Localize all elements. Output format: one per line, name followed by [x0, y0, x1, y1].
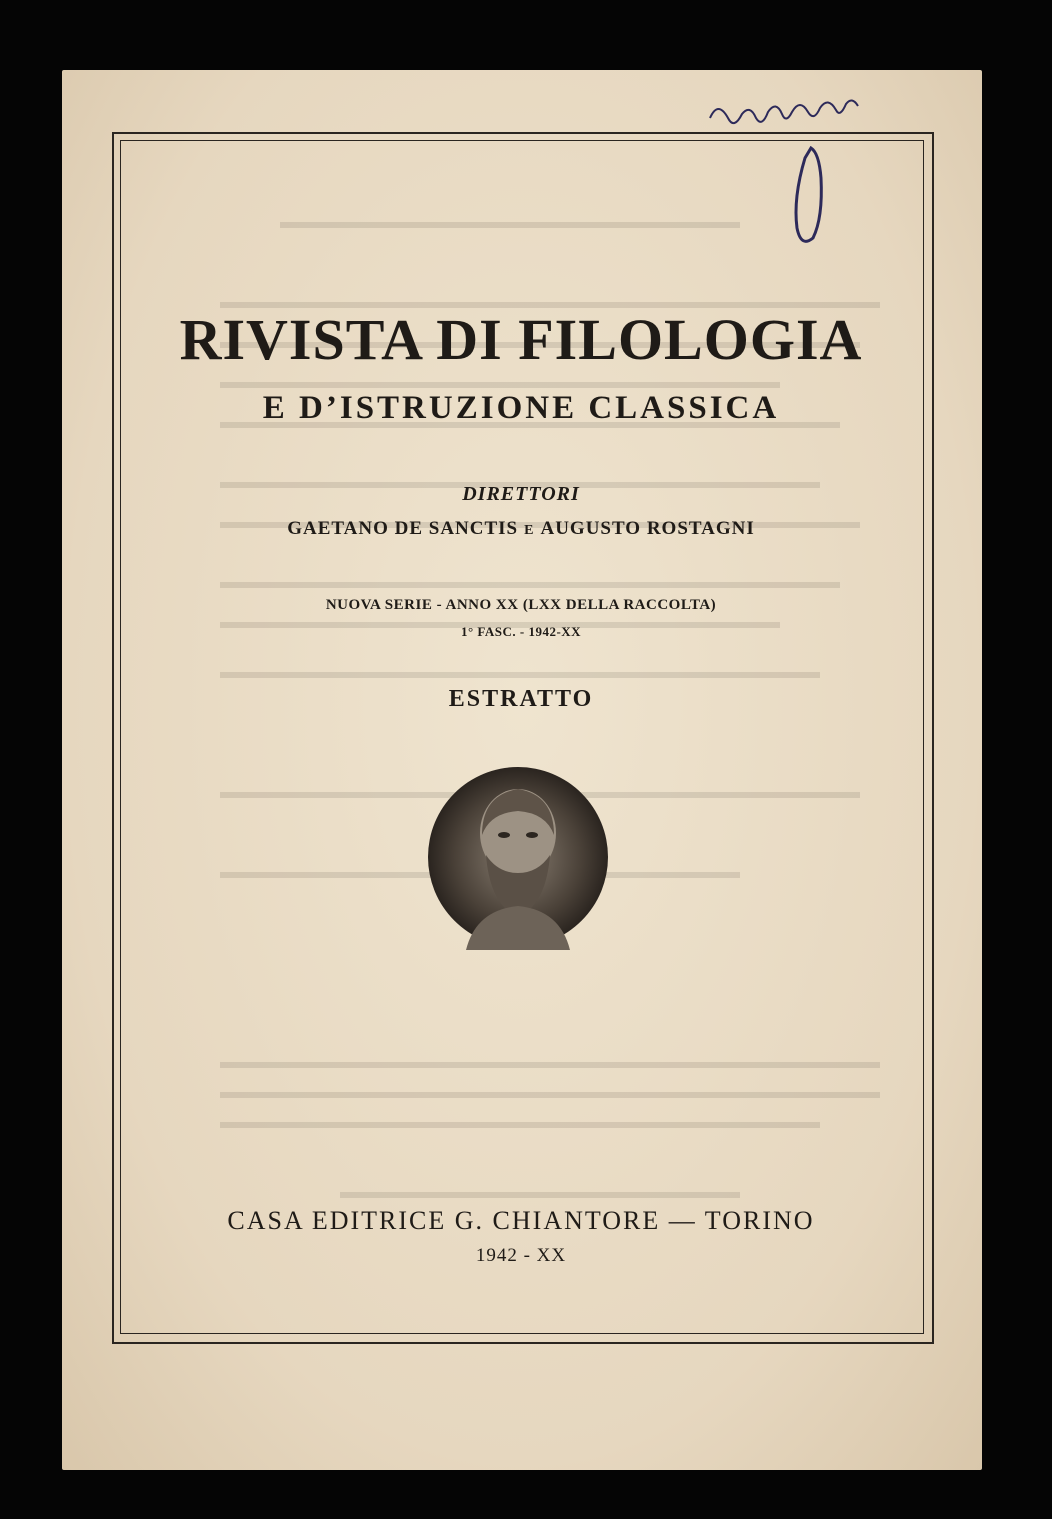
- series-info: NUOVA SERIE - ANNO XX (LXX DELLA RACCOLTA): [325, 597, 717, 613]
- publication-year: 1942 - XX: [475, 1245, 567, 1266]
- publisher-line: CASA EDITRICE G. CHIANTORE — TORINO: [227, 1206, 815, 1235]
- handwritten-note-icon: [700, 88, 960, 258]
- directors-line: [120, 518, 922, 540]
- director-1: GAETANO DE SANCTIS: [287, 518, 519, 539]
- directors-label: DIRETTORI: [462, 483, 580, 505]
- conjunction: E: [524, 523, 535, 538]
- journal-title: RIVISTA DI FILOLOGIA: [179, 307, 863, 372]
- journal-subtitle: E D’ISTRUZIONE CLASSICA: [262, 390, 780, 426]
- bearded-bust-portrait-icon: [426, 765, 611, 950]
- offprint-label: ESTRATTO: [448, 686, 594, 712]
- issue-info: 1° FASC. - 1942-XX: [460, 624, 582, 639]
- director-2: AUGUSTO ROSTAGNI: [540, 518, 755, 539]
